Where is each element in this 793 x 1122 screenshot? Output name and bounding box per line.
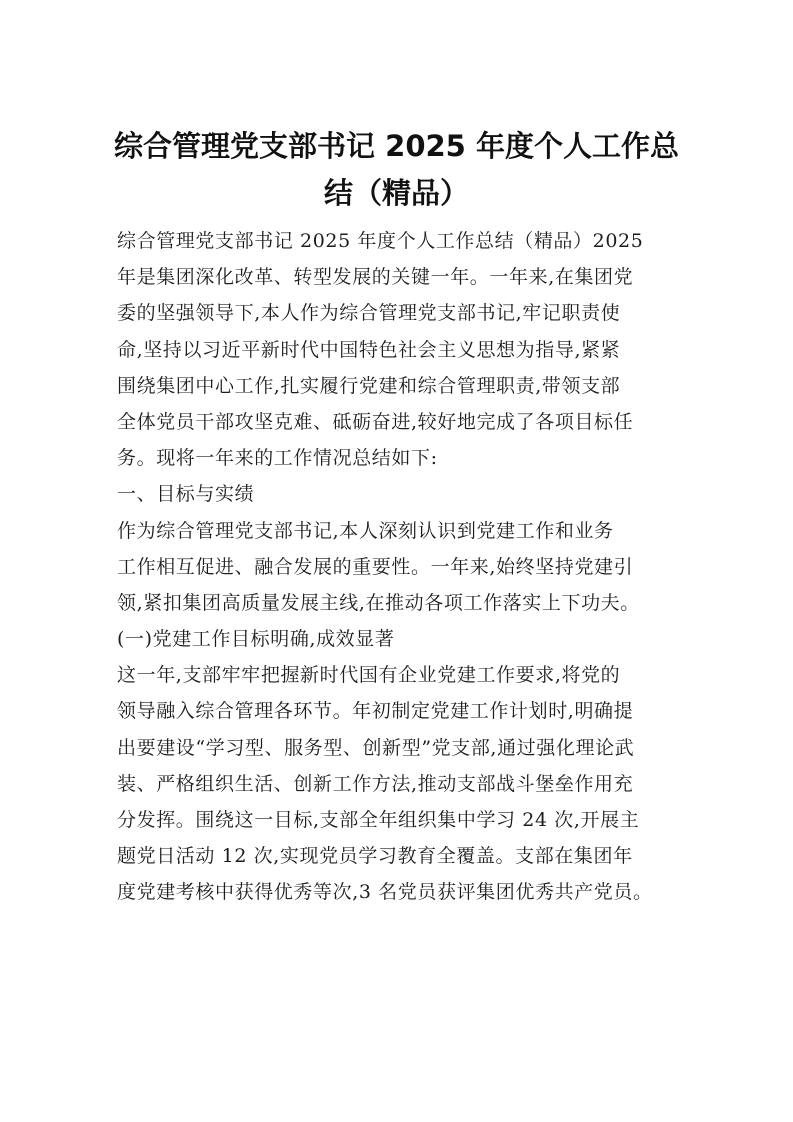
body-line-5: 围绕集团中心工作,扎实履行党建和综合管理职责,带领支部 <box>117 374 621 397</box>
body-line-16: 装、严格组织生活、创新工作方法,推动支部战斗堡垒作用充 <box>117 772 634 795</box>
document-title-line-1: 综合管理党支部书记 2025 年度个人工作总 <box>114 129 679 163</box>
body-line-1: 综合管理党支部书记 2025 年度个人工作总结（精品）2025 <box>117 230 644 252</box>
subsection-heading-1: (一)党建工作目标明确,成效显著 <box>117 628 395 651</box>
body-line-9: 作为综合管理党支部书记,本人深刻认识到党建工作和业务 <box>117 519 614 542</box>
body-line-10: 工作相互促进、融合发展的重要性。一年来,始终坚持党建引 <box>117 555 634 578</box>
body-line-18: 题党日活动 12 次,实现党员学习教育全覆盖。支部在集团年 <box>117 845 633 868</box>
body-line-14: 领导融入综合管理各环节。年初制定党建工作计划时,明确提 <box>117 700 634 723</box>
section-heading-1: 一、目标与实绩 <box>117 483 255 506</box>
body-line-6: 全体党员干部攻坚克难、砥砺奋进,较好地完成了各项目标任 <box>117 410 634 433</box>
body-line-7: 务。现将一年来的工作情况总结如下: <box>117 447 438 470</box>
body-line-11: 领,紧扣集团高质量发展主线,在推动各项工作落实上下功夫。 <box>117 591 640 614</box>
body-line-19: 度党建考核中获得优秀等次,3 名党员获评集团优秀共产党员。 <box>117 881 653 904</box>
body-line-15: 出要建设“学习型、服务型、创新型”党支部,通过强化理论武 <box>117 736 635 759</box>
body-line-3: 委的坚强领导下,本人作为综合管理党支部书记,牢记职责使 <box>117 302 621 325</box>
body-line-17: 分发挥。围绕这一目标,支部全年组织集中学习 24 次,开展主 <box>117 809 640 831</box>
document-title-line-2: 结（精品） <box>323 176 469 210</box>
body-line-4: 命,坚持以习近平新时代中国特色社会主义思想为指导,紧紧 <box>117 338 621 361</box>
document-body <box>117 223 717 911</box>
body-line-13: 这一年,支部牢牢把握新时代国有企业党建工作要求,将党的 <box>117 664 621 687</box>
body-line-2: 年是集团深化改革、转型发展的关键一年。一年来,在集团党 <box>117 266 634 289</box>
